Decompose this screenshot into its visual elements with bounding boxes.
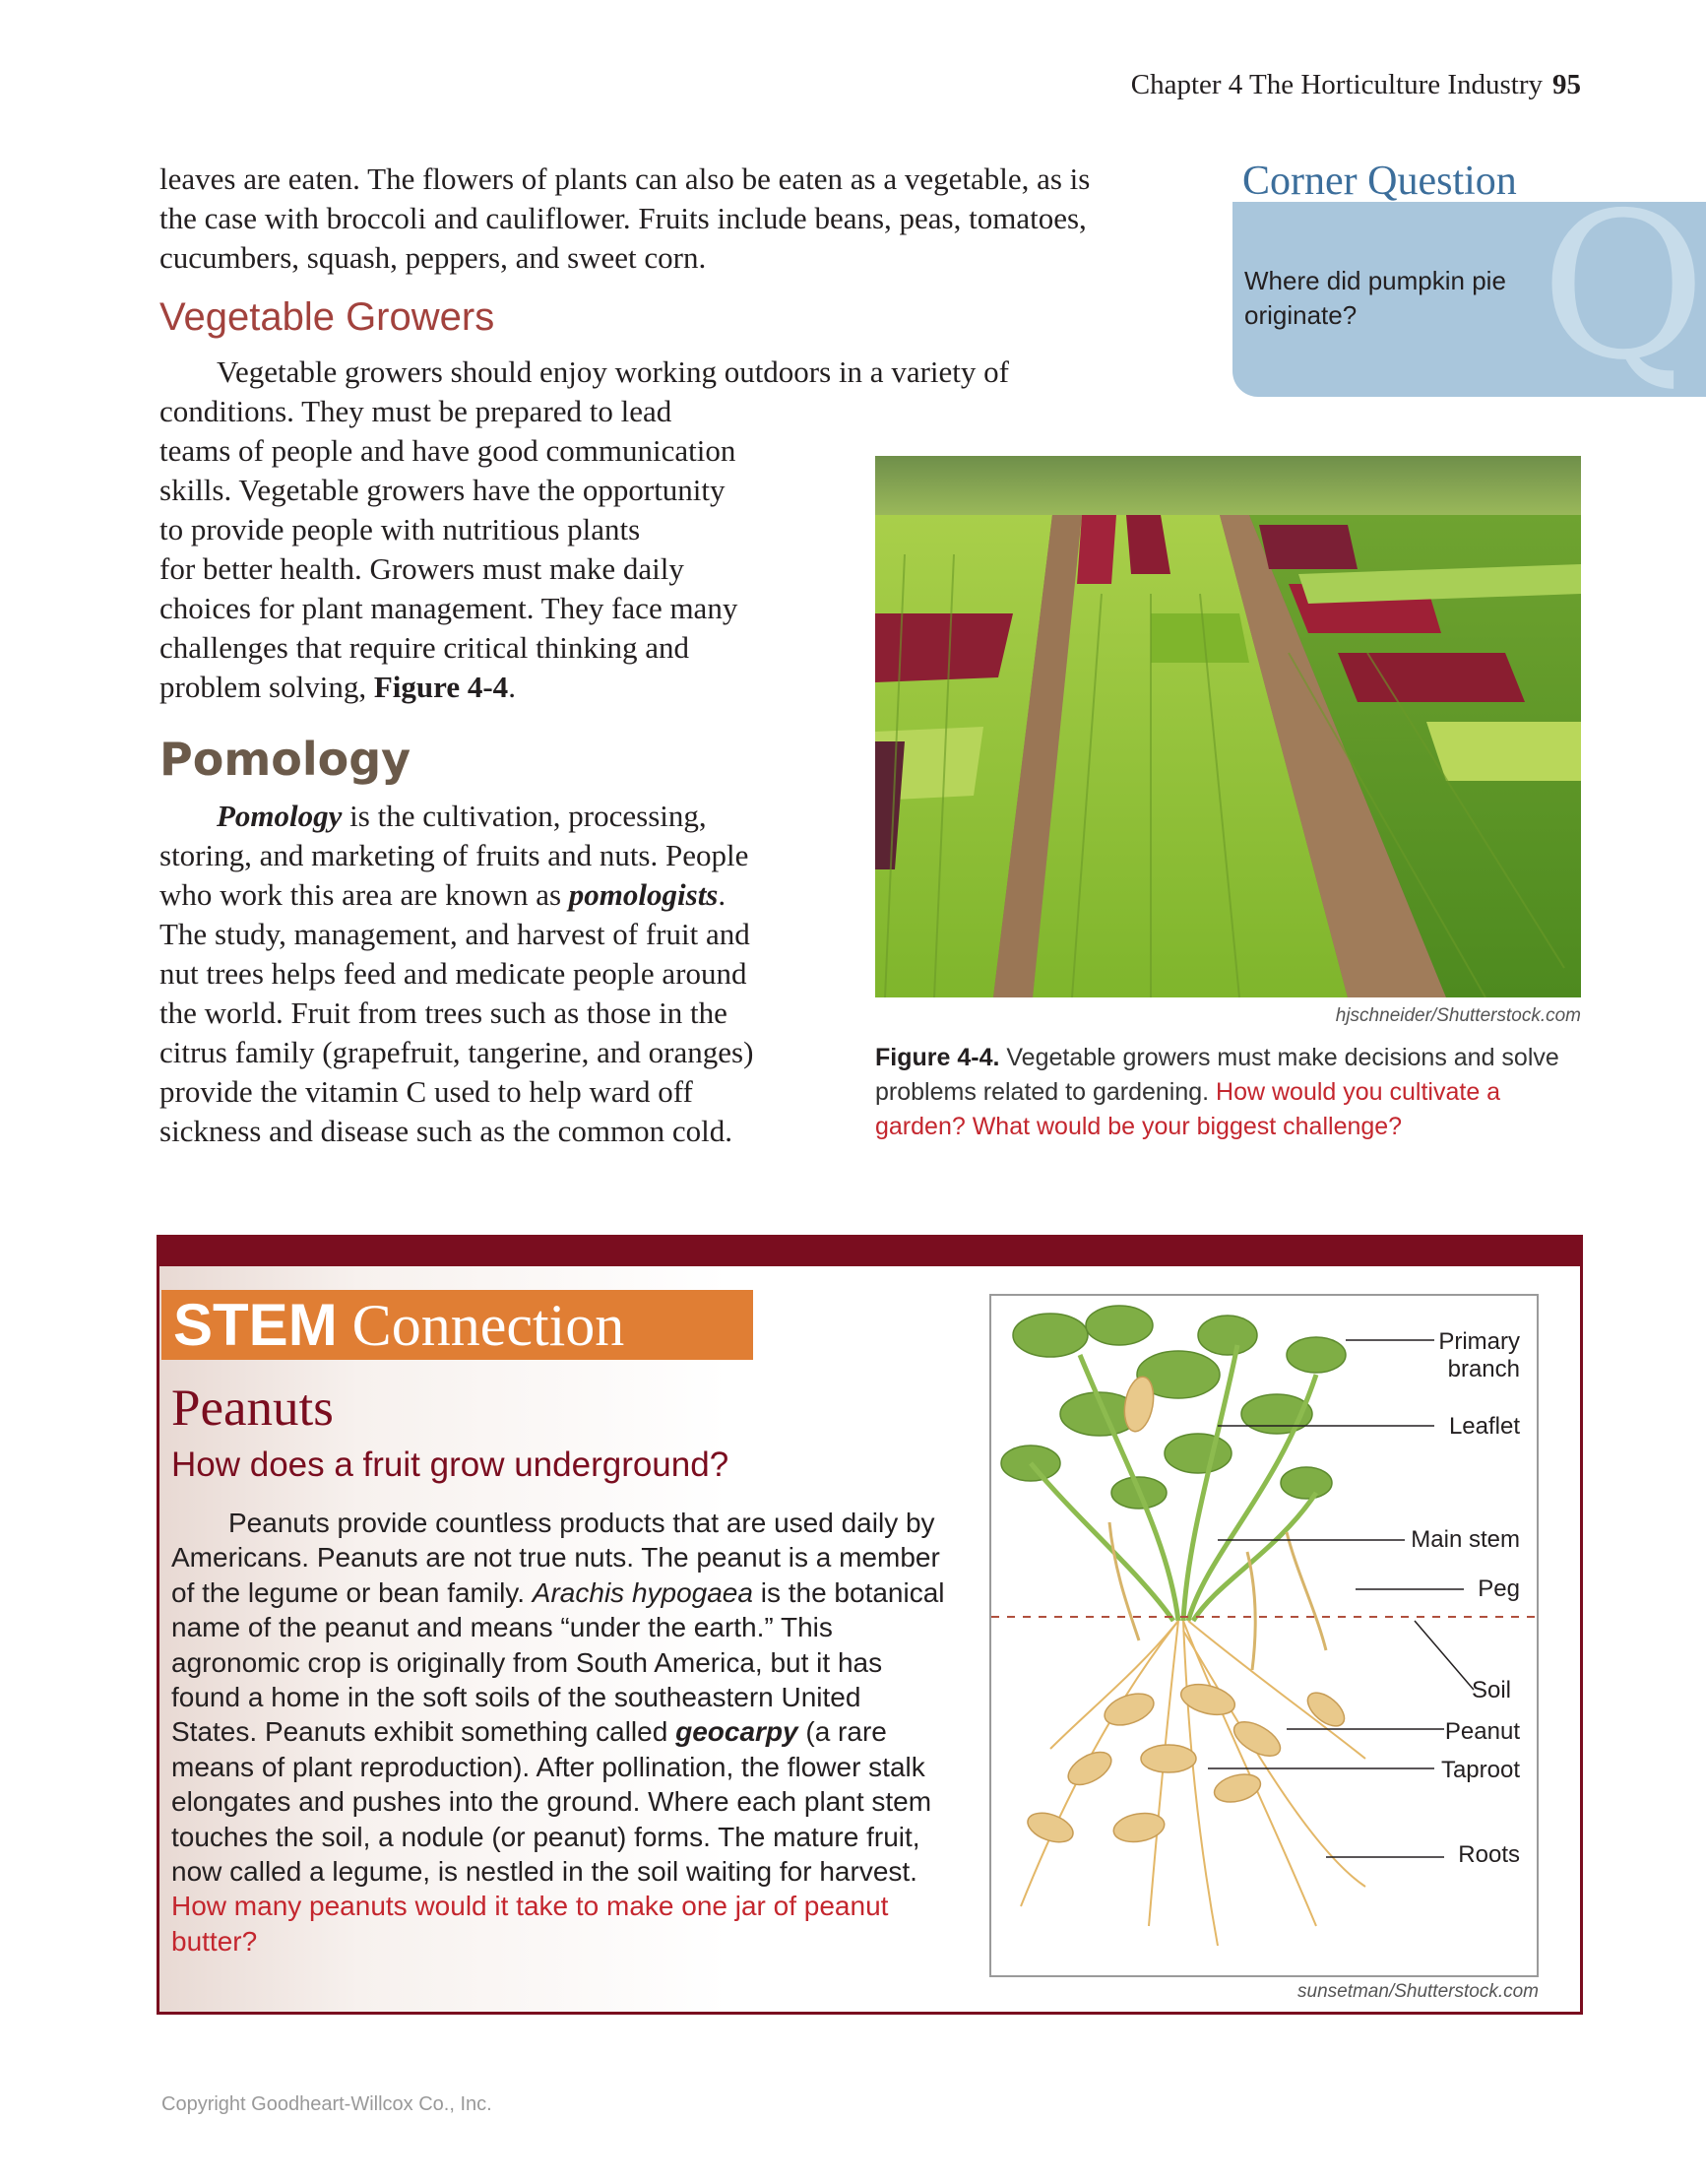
text-line: the world. Fruit from trees such as those in the xyxy=(159,996,727,1030)
caption-question: How would you cultivate a garden? What would be your biggest challenge? xyxy=(875,1078,1501,1140)
label-primary-branch: Primary branch xyxy=(1438,1328,1520,1382)
text-line: to provide people with nutritious plants xyxy=(159,512,641,546)
text-line: teams of people and have good communication xyxy=(159,433,736,468)
diagram-credit: sunsetman/Shutterstock.com xyxy=(1297,1981,1539,2002)
figure-label: Figure 4-4. xyxy=(875,1044,1000,1071)
peanut-plant-illustration xyxy=(991,1296,1537,1975)
text-line: provide the vitamin C used to help ward off xyxy=(159,1074,693,1109)
stem-question: How many peanuts would it take to make one jar of peanut butter? xyxy=(171,1891,889,1957)
text-line xyxy=(159,797,849,836)
stem-label-bold: STEM xyxy=(173,1292,338,1358)
label-main-stem: Main stem xyxy=(1411,1526,1520,1553)
text-line: leaves are eaten. The flowers of plants can also be eaten as a vegetable, as is xyxy=(159,161,1091,196)
question-mark-icon: Q xyxy=(1541,170,1706,405)
photo-credit: hjschneider/Shutterstock.com xyxy=(1335,1005,1581,1026)
stem-paragraph xyxy=(171,1506,949,1959)
text-line: for better health. Growers must make daily xyxy=(159,551,684,586)
text-line: citrus family (grapefruit, tangerine, and oranges) xyxy=(159,1035,754,1069)
text-line: storing, and marketing of fruits and nuts. People xyxy=(159,838,749,872)
section-heading-vegetable-growers: Vegetable Growers xyxy=(159,295,495,339)
vegetable-garden-illustration xyxy=(875,456,1581,997)
text-fragment: . xyxy=(718,877,727,912)
text-line: nut trees helps feed and medicate people around xyxy=(159,956,747,991)
text-line: skills. Vegetable growers have the opportunity xyxy=(159,473,726,507)
label-peanut: Peanut xyxy=(1444,1718,1520,1745)
text-fragment: Peanuts provide countless products that are used daily by Americans. Peanuts are not true nuts. The peanut is a member of the legume or bean family. xyxy=(171,1508,940,1608)
key-term: Pomology xyxy=(217,799,343,833)
text-fragment: . xyxy=(508,670,516,704)
text-fragment: is the cultivation, processing, xyxy=(342,799,707,833)
corner-question-title: Corner Question xyxy=(1242,159,1517,204)
stem-label-rest: Connection xyxy=(337,1293,625,1358)
figure-caption xyxy=(875,1041,1584,1144)
vegetable-garden-photo xyxy=(875,456,1581,997)
key-term: geocarpy xyxy=(675,1716,798,1748)
label-soil: Soil xyxy=(1471,1677,1511,1703)
text-line: conditions. They must be prepared to lead xyxy=(159,394,672,428)
stem-title: Peanuts xyxy=(171,1380,334,1437)
figure-reference: Figure 4-4 xyxy=(373,670,509,704)
label-peg: Peg xyxy=(1478,1575,1520,1602)
key-term: pomologists xyxy=(568,877,719,912)
text-line: Vegetable growers should enjoy working outdoors in a variety of xyxy=(217,354,1009,389)
stem-body xyxy=(171,1506,949,1959)
stem-connection-label xyxy=(173,1292,624,1359)
text-line xyxy=(159,875,849,915)
text-fragment: problem solving, xyxy=(159,670,374,704)
running-header xyxy=(1131,69,1581,101)
text-fragment: is the botanical name of the peanut and means “under the earth.” This agronomic crop is originally from South America, but it has found a home in the soft soils of the southeastern United States. Peanuts exhibit something called xyxy=(171,1576,945,1748)
stem-subtitle: How does a fruit grow underground? xyxy=(171,1445,729,1484)
label-taproot: Taproot xyxy=(1440,1757,1520,1783)
text-fragment: who work this area are known as xyxy=(159,877,569,912)
text-line: challenges that require critical thinking and xyxy=(159,630,689,665)
chapter-title: Chapter 4 The Horticulture Industry xyxy=(1130,69,1543,100)
pomology-paragraph xyxy=(159,797,849,1151)
text-line: choices for plant management. They face many xyxy=(159,591,738,625)
peanut-diagram xyxy=(989,1294,1539,1977)
caption-text: Vegetable growers must make decisions and solve problems related to gardening. xyxy=(875,1044,1559,1106)
botanical-name: Arachis hypogaea xyxy=(532,1576,753,1608)
label-leaflet: Leaflet xyxy=(1448,1413,1520,1440)
label-roots: Roots xyxy=(1458,1841,1520,1868)
section-heading-pomology: Pomology xyxy=(159,733,411,786)
copyright-notice: Copyright Goodheart-Willcox Co., Inc. xyxy=(161,2093,492,2115)
page-number: 95 xyxy=(1552,69,1581,100)
text-line: sickness and disease such as the common cold. xyxy=(159,1114,732,1148)
text-fragment: (a rare means of plant reproduction). After pollination, the flower stalk elongates and pushes into the ground. Where each plant stem touches the soil, a nodule (or peanut) forms. The mature fruit, now called a legume, is nestled in the soil waiting for harvest. xyxy=(171,1716,932,1888)
corner-question-text: Where did pumpkin pie originate? xyxy=(1244,266,1506,330)
text-line: the case with broccoli and cauliflower. Fruits include beans, peas, tomatoes, xyxy=(159,201,1087,235)
intro-paragraph xyxy=(159,160,1203,278)
text-line: The study, management, and harvest of fruit and xyxy=(159,917,750,951)
text-line: cucumbers, squash, peppers, and sweet corn. xyxy=(159,240,707,275)
